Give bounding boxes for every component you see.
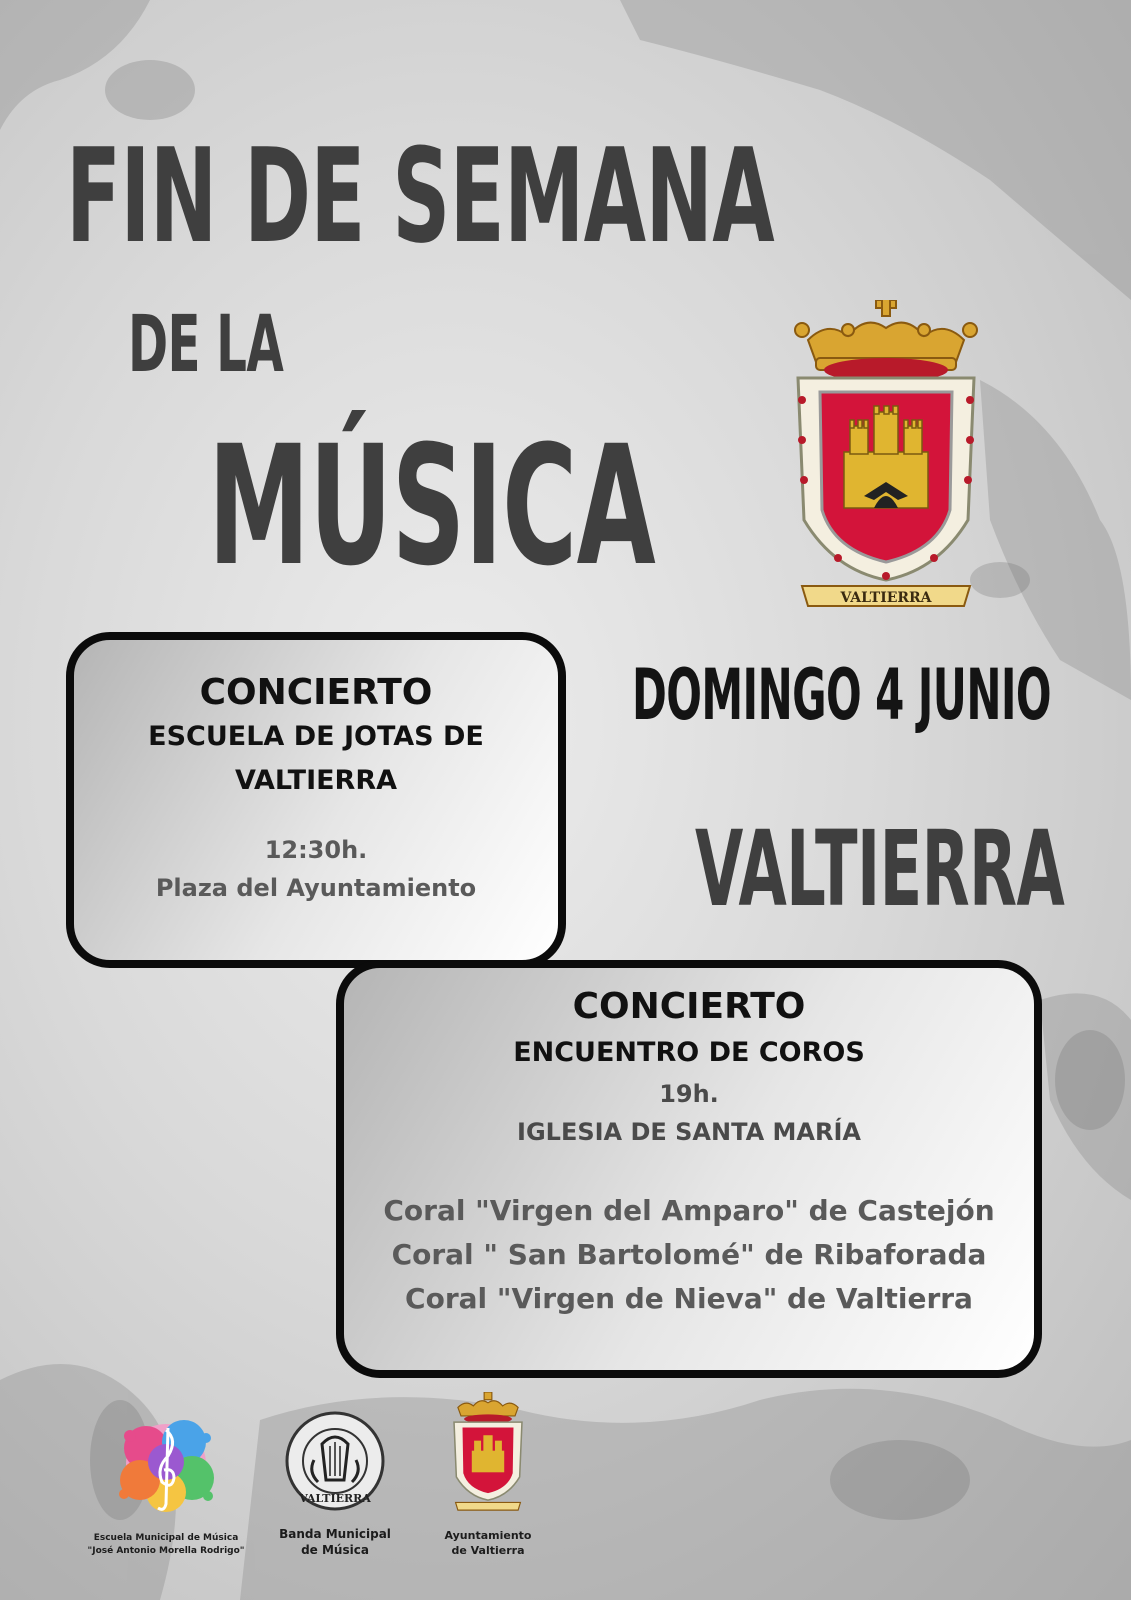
valtierra-crest-logo	[788, 300, 984, 616]
band-label: Banda Municipal de Música	[279, 1527, 391, 1557]
town-hall-crest-logo	[450, 1392, 526, 1514]
concert-2-heading: CONCIERTO	[572, 986, 806, 1027]
choir-item: Coral "Virgen de Nieva" de Valtierra	[405, 1282, 973, 1315]
choir-item: Coral "Virgen del Amparo" de Castejón	[383, 1194, 995, 1227]
music-school-logo	[112, 1408, 220, 1520]
town-name: VALTIERRA	[695, 808, 1065, 930]
concert-2-name: ENCUENTRO DE COROS	[513, 1037, 865, 1068]
concert-1-heading: CONCIERTO	[199, 672, 433, 713]
concert-2-time: 19h.	[659, 1080, 719, 1108]
concert-1-box	[66, 632, 566, 968]
music-school-label: Escuela Municipal de Música "José Antonio Morella Rodrigo"	[87, 1533, 245, 1556]
crest-banner-text: VALTIERRA	[840, 590, 932, 606]
town-hall-label: Ayuntamiento de Valtierra	[444, 1529, 532, 1557]
concert-1-time: 12:30h.	[264, 836, 368, 864]
title-line-3: MÚSICA	[208, 410, 656, 602]
concert-1-name-line-1: ESCUELA DE JOTAS DE	[148, 721, 484, 752]
title-line-2: DE LA	[128, 300, 284, 390]
concert-1-name-line-2: VALTIERRA	[234, 765, 398, 796]
svg-text:VALTIERRA: VALTIERRA	[299, 1492, 371, 1505]
concert-2-box	[336, 960, 1042, 1378]
concert-1-place: Plaza del Ayuntamiento	[155, 874, 477, 902]
choir-item: Coral " San Bartolomé" de Ribaforada	[391, 1238, 987, 1271]
concert-2-place: IGLESIA DE SANTA MARÍA	[517, 1118, 861, 1146]
title-line-1: FIN DE SEMANA	[66, 120, 775, 272]
band-seal-logo	[284, 1410, 386, 1512]
event-date: DOMINGO 4 JUNIO	[632, 654, 1052, 736]
